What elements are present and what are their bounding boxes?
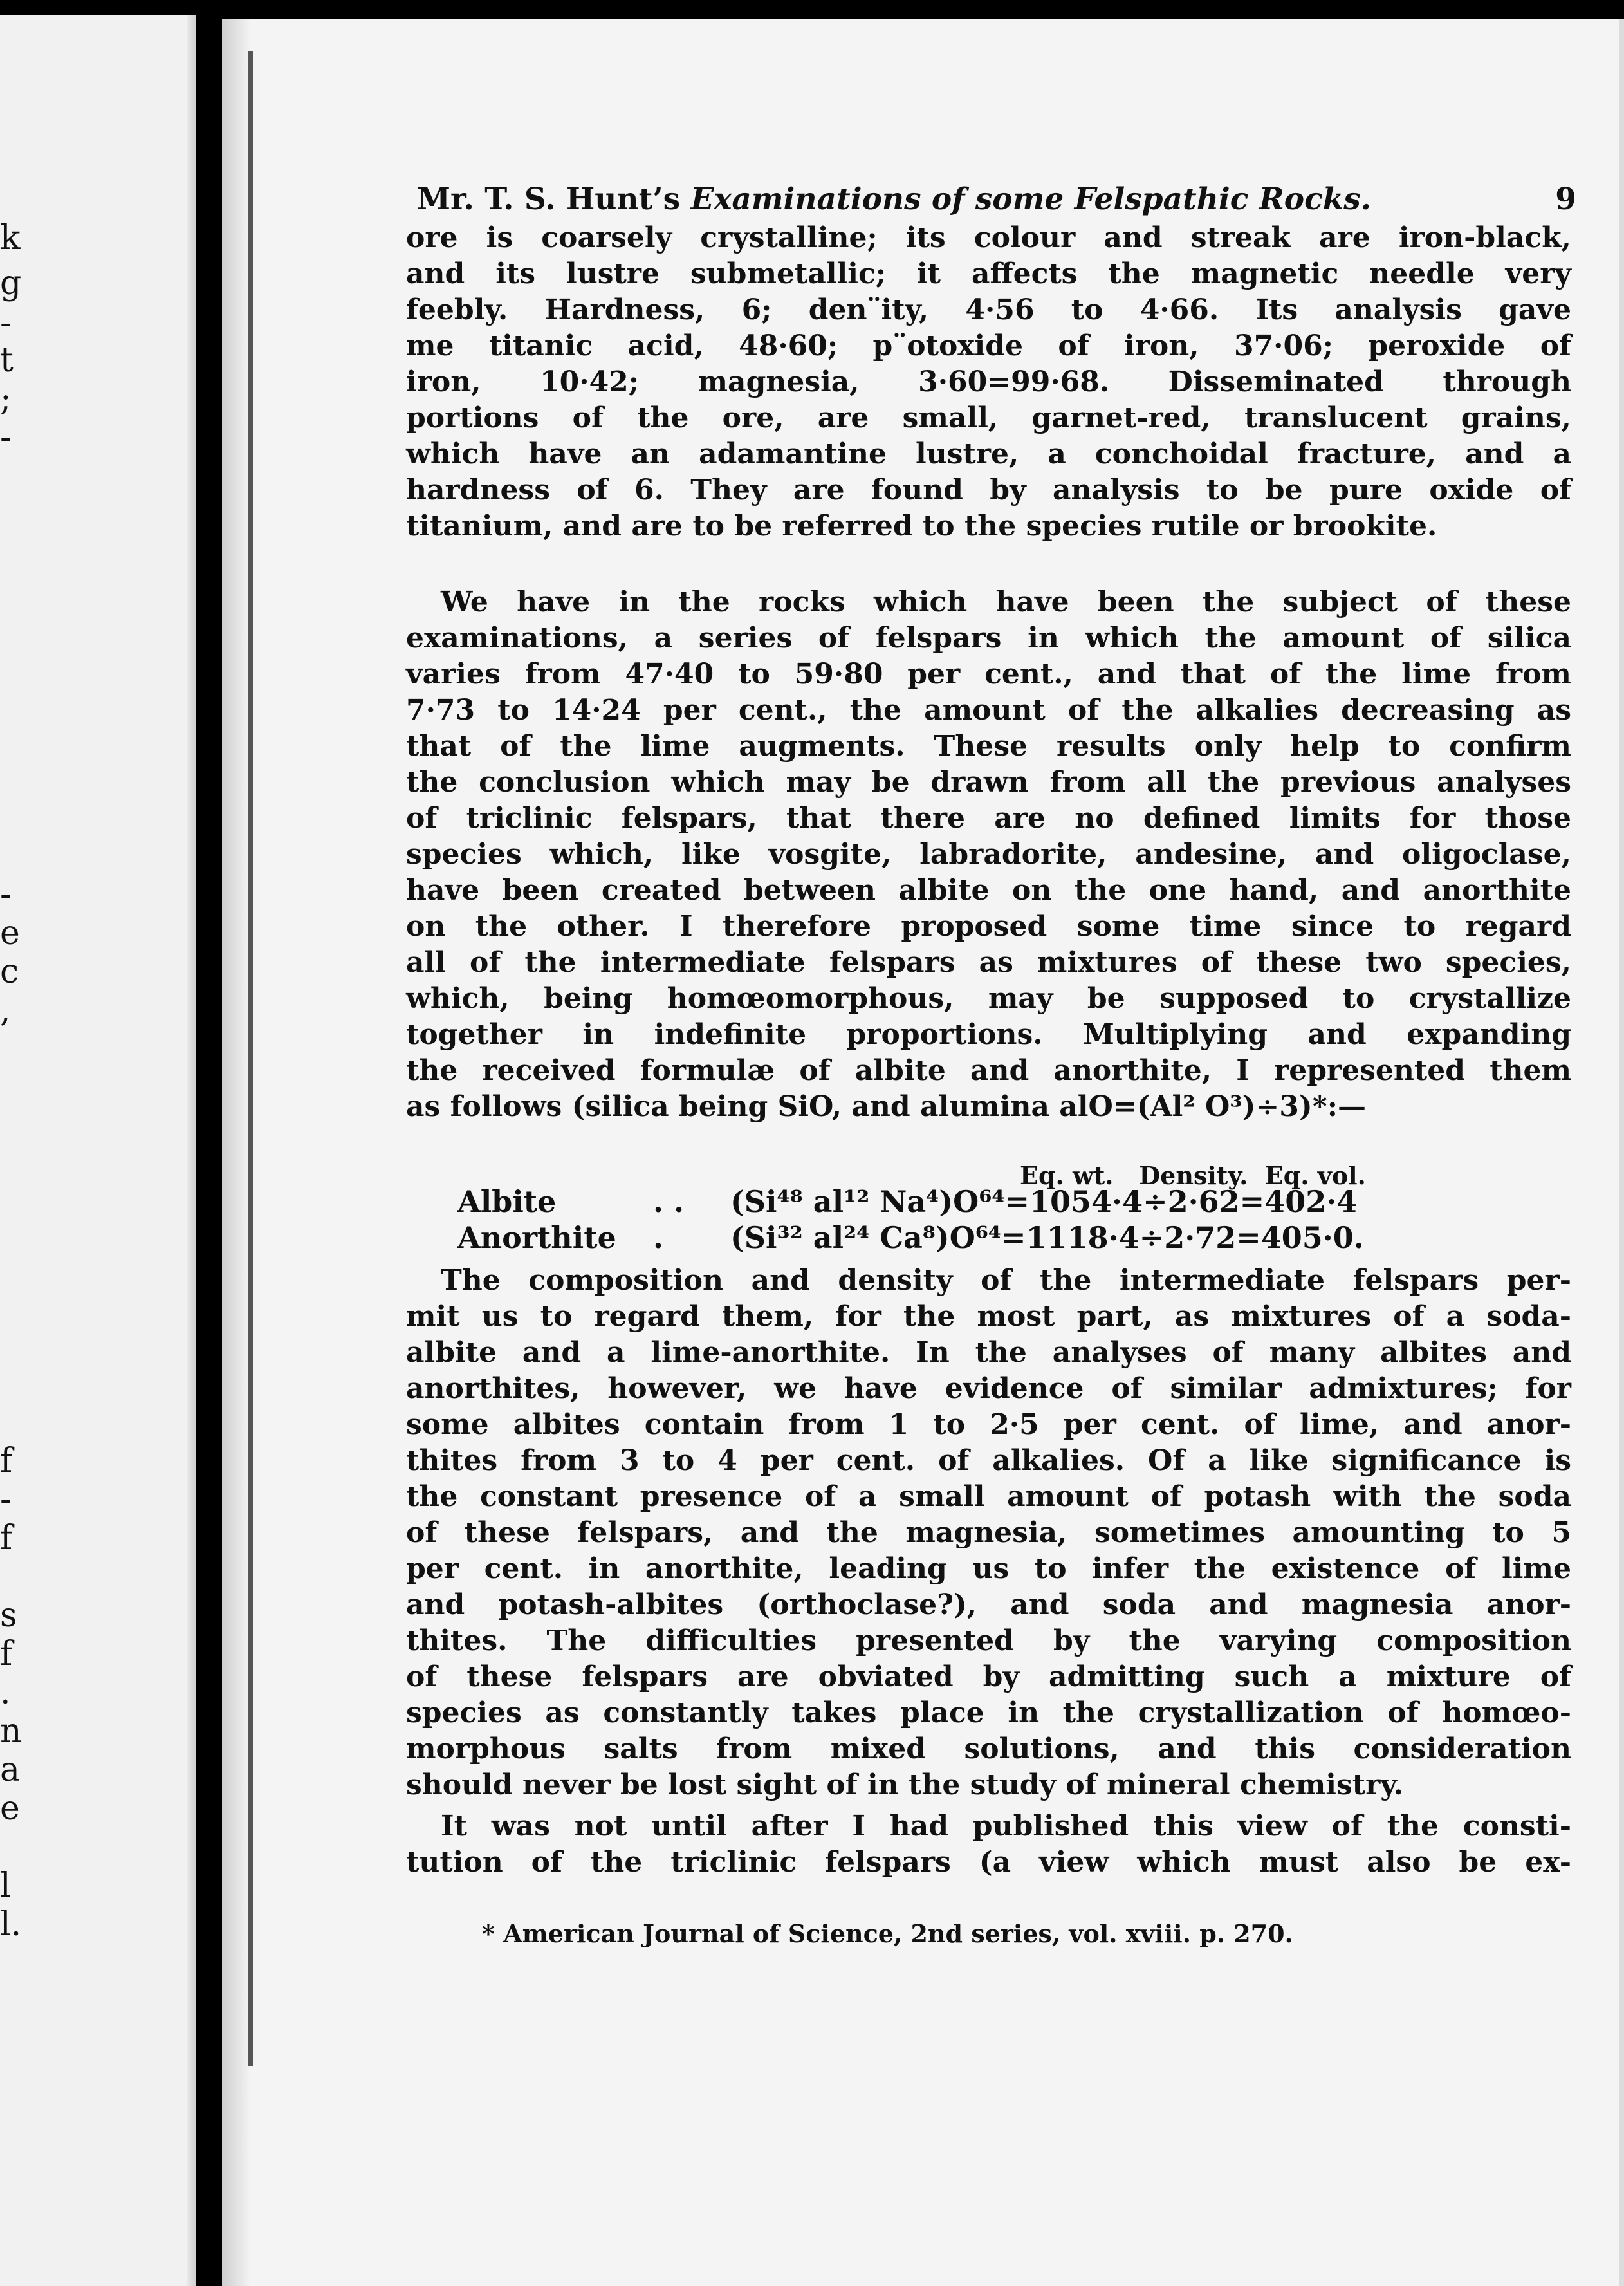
page-right-edge	[1619, 19, 1624, 2286]
paragraph-2-line: species which, like vosgite, labradorite, andesine, and oligoclase,	[406, 838, 1571, 871]
footnote: * American Journal of Science, 2nd series, vol. xviii. p. 270.	[482, 1919, 1293, 1948]
mineral-name: Anorthite	[457, 1220, 616, 1255]
paragraph-3-line: anorthites, however, we have evidence of similar admixtures; for	[406, 1372, 1571, 1405]
facing-page-fragment: ;	[0, 380, 12, 418]
paragraph-3-line: of these felspars are obviated by admitting such a mixture of	[406, 1660, 1571, 1693]
facing-page-fragment: l	[0, 1866, 11, 1905]
paragraph-2-line: as follows (silica being SiO, and alumina alO=(Al² O³)÷3)*:—	[406, 1090, 1366, 1123]
table-header-density: Density.	[1139, 1161, 1248, 1190]
paragraph-3-line: of these felspars, and the magnesia, sometimes amounting to 5	[406, 1516, 1571, 1549]
paragraph-3-line: some albites contain from 1 to 2·5 per cent. of lime, and anor-	[406, 1408, 1571, 1441]
book-page	[222, 19, 1624, 2286]
paragraph-4-line: tution of the triclinic felspars (a view which must also be ex-	[406, 1846, 1571, 1879]
facing-page-edge	[187, 15, 196, 2286]
paragraph-1-line: me titanic acid, 48·60; p¨otoxide of iron, 37·06; peroxide of	[406, 330, 1571, 362]
paragraph-3-line: albite and a lime-anorthite. In the analyses of many albites and	[406, 1336, 1571, 1369]
facing-page-fragment: ,	[0, 991, 11, 1030]
facing-page-fragment: .	[0, 1673, 11, 1712]
mineral-formula: (Si⁴⁸ al¹² Na⁴)O⁶⁴=1054·4÷2·62=402·4	[730, 1184, 1358, 1219]
facing-page-fragment: n	[0, 1712, 22, 1751]
book-gutter	[196, 0, 222, 2286]
facing-page-fragment: a	[0, 1751, 21, 1789]
facing-page-fragment: g	[0, 264, 22, 302]
facing-page-fragment: -	[0, 875, 12, 914]
facing-page-fragment: l.	[0, 1905, 22, 1944]
paragraph-2-line: the conclusion which may be drawn from all the previous analyses	[406, 766, 1571, 799]
paragraph-2-line: We have in the rocks which have been the subject of these	[441, 586, 1571, 618]
table-header-eq-wt: Eq. wt.	[1020, 1161, 1114, 1190]
paragraph-1-line: portions of the ore, are small, garnet-red, translucent grains,	[406, 402, 1571, 434]
paragraph-1-line: ore is coarsely crystalline; its colour and streak are iron-black,	[406, 221, 1571, 254]
facing-page-fragment: -	[0, 1480, 12, 1519]
paragraph-2-line: that of the lime augments. These results only help to confirm	[406, 730, 1571, 763]
facing-page-fragment: s	[0, 1596, 17, 1635]
header-author: Mr. T. S. Hunt’s	[417, 181, 681, 217]
paragraph-1-line: hardness of 6. They are found by analysis to be pure oxide of	[406, 474, 1571, 506]
table-row-albite	[457, 1183, 1357, 1220]
paragraph-3-line: thites. The difficulties presented by the varying composition	[406, 1624, 1571, 1657]
header-title: Examinations of some Felspathic Rocks.	[690, 181, 1372, 217]
paragraph-3-line: The composition and density of the intermediate felspars per-	[441, 1264, 1571, 1297]
paragraph-2-line: of triclinic felspars, that there are no defined limits for those	[406, 802, 1571, 835]
paragraph-1-line: titanium, and are to be referred to the species rutile or brookite.	[406, 510, 1437, 543]
table-header-eq-vol: Eq. vol.	[1264, 1161, 1366, 1190]
paragraph-3-line: morphous salts from mixed solutions, and this consideration	[406, 1733, 1571, 1765]
paragraph-1-line: and its lustre submetallic; it affects the magnetic needle very	[406, 257, 1571, 290]
facing-page-fragment: t	[0, 341, 14, 380]
paragraph-2-line: 7·73 to 14·24 per cent., the amount of the alkalies decreasing as	[406, 694, 1571, 727]
paragraph-1-line: iron, 10·42; magnesia, 3·60=99·68. Disseminated through	[406, 366, 1571, 398]
facing-page-fragment: k	[0, 219, 21, 257]
spine-shadow	[222, 19, 251, 2286]
facing-page-fragment: e	[0, 1789, 20, 1828]
facing-page-fragment: e	[0, 914, 20, 952]
paragraph-2-line: varies from 47·40 to 59·80 per cent., and that of the lime from	[406, 658, 1571, 691]
paragraph-2-line: have been created between albite on the one hand, and anorthite	[406, 874, 1571, 907]
paragraph-3-line: thites from 3 to 4 per cent. of alkalies. Of a like significance is	[406, 1444, 1571, 1477]
paragraph-3-line: should never be lost sight of in the study of mineral chemistry.	[406, 1769, 1404, 1801]
facing-page-fragment: c	[0, 952, 19, 991]
table-row-anorthite	[457, 1219, 1364, 1256]
paragraph-3-line: per cent. in anorthite, leading us to infer the existence of lime	[406, 1552, 1571, 1585]
paragraph-3-line: and potash-albites (orthoclase?), and soda and magnesia anor-	[406, 1588, 1571, 1621]
paragraph-2-line: the received formulæ of albite and anorthite, I represented them	[406, 1054, 1571, 1087]
mineral-formula: (Si³² al²⁴ Ca⁸)O⁶⁴=1118·4÷2·72=405·0.	[730, 1220, 1364, 1255]
facing-page-fragment: -	[0, 304, 12, 342]
paragraph-2-line: all of the intermediate felspars as mixtures of these two species,	[406, 946, 1571, 979]
paragraph-2-line: together in indefinite proportions. Multiplying and expanding	[406, 1018, 1571, 1051]
paragraph-3-line: species as constantly takes place in the crystallization of homœo-	[406, 1696, 1571, 1729]
page-number: 9	[1555, 181, 1576, 217]
paragraph-2-line: examinations, a series of felspars in which the amount of silica	[406, 622, 1571, 655]
paragraph-1-line: which have an adamantine lustre, a conchoidal fracture, and a	[406, 438, 1571, 470]
paragraph-3-line: mit us to regard them, for the most part, as mixtures of a soda-	[406, 1300, 1571, 1333]
running-header	[417, 180, 1576, 219]
paragraph-1-line: feebly. Hardness, 6; den¨ity, 4·56 to 4·66. Its analysis gave	[406, 293, 1571, 326]
paragraph-4-line: It was not until after I had published this view of the consti-	[441, 1810, 1571, 1843]
paragraph-2-line: on the other. I therefore proposed some time since to regard	[406, 910, 1571, 943]
facing-page-fragment: -	[0, 418, 12, 457]
facing-page-fragment: f	[0, 1635, 13, 1673]
paragraph-2-line: which, being homœomorphous, may be supposed to crystallize	[406, 982, 1571, 1015]
facing-page-fragment: f	[0, 1519, 13, 1557]
leader-dots: .	[653, 1220, 664, 1255]
spine-line	[248, 51, 253, 2066]
facing-page	[0, 15, 196, 2286]
paragraph-3-line: the constant presence of a small amount of potash with the soda	[406, 1480, 1571, 1513]
mineral-name: Albite	[457, 1184, 557, 1219]
facing-page-fragment: f	[0, 1442, 13, 1480]
leader-dots: . .	[653, 1184, 685, 1219]
